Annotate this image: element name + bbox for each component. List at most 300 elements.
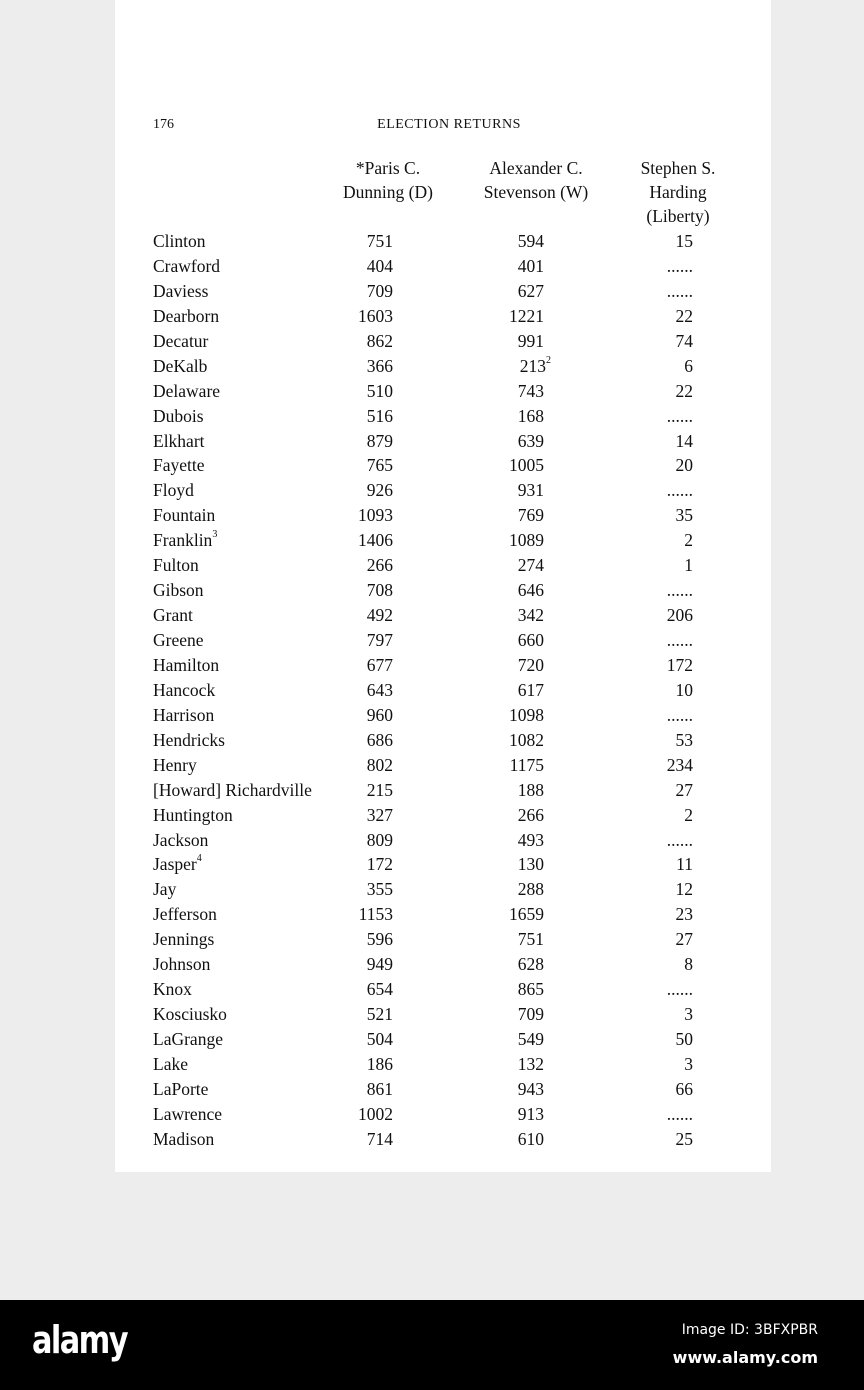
county-name	[153, 429, 205, 454]
stevenson-votes-text: 549	[517, 1029, 544, 1049]
dunning-votes-text: 861	[366, 1078, 393, 1099]
county-name	[153, 1102, 222, 1127]
table-row	[0, 977, 864, 1002]
dunning-votes	[367, 852, 393, 877]
stevenson-votes	[518, 254, 544, 279]
dunning-votes	[367, 603, 393, 628]
stevenson-votes-text: 709	[517, 1004, 544, 1025]
stevenson-votes	[518, 653, 544, 678]
harding-votes	[676, 304, 694, 329]
footnote-marker: 3	[212, 529, 218, 541]
county-name-text: LaGrange	[153, 1029, 223, 1049]
county-name-text: Decatur	[153, 330, 209, 351]
dunning-votes-text: 492	[366, 605, 393, 626]
stevenson-votes-text: 493	[517, 829, 544, 850]
county-name-text: Crawford	[153, 255, 221, 276]
dunning-votes	[367, 1027, 393, 1052]
county-name-text: Gibson	[153, 580, 204, 601]
stevenson-votes	[518, 803, 544, 828]
stevenson-votes-text: 913	[517, 1103, 544, 1124]
footnote-marker: 4	[196, 853, 202, 865]
county-name-text: Hamilton	[153, 654, 220, 675]
dunning-votes-text: 714	[366, 1128, 393, 1149]
table-row	[0, 453, 864, 478]
harding-votes	[667, 703, 693, 728]
header-line: Dunning (D)	[343, 182, 433, 202]
dunning-votes-text: 215	[366, 779, 393, 800]
dunning-votes	[367, 828, 393, 853]
site-url: www.alamy.com	[672, 1348, 818, 1367]
county-name	[153, 229, 206, 254]
county-name-text: Jay	[153, 879, 177, 900]
county-name	[153, 254, 220, 279]
table-row	[0, 753, 864, 778]
harding-votes	[676, 453, 694, 478]
stevenson-votes	[518, 1052, 544, 1077]
dunning-votes-text: 327	[366, 804, 393, 825]
table-row	[0, 1052, 864, 1077]
harding-votes-text: 22	[675, 380, 693, 401]
harding-votes	[676, 1127, 694, 1152]
county-name	[153, 528, 217, 553]
stevenson-votes-text: 751	[517, 929, 544, 950]
dunning-votes-text: 355	[366, 879, 393, 900]
harding-votes-text: ......	[666, 1103, 693, 1124]
dunning-votes-text: 809	[366, 829, 393, 850]
table-row	[0, 1027, 864, 1052]
dunning-votes-text: 708	[366, 580, 393, 601]
harding-votes-text: 23	[675, 904, 693, 925]
county-name	[153, 453, 205, 478]
stevenson-votes-text: 617	[517, 679, 544, 700]
harding-votes	[676, 379, 694, 404]
county-name-text: Franklin	[153, 530, 213, 551]
dunning-votes-text: 521	[366, 1004, 393, 1025]
harding-votes	[667, 828, 693, 853]
harding-votes	[684, 803, 693, 828]
county-name-text: Elkhart	[153, 430, 205, 451]
dunning-votes	[367, 404, 393, 429]
harding-votes-text: 10	[675, 679, 693, 700]
stevenson-votes-text: 213	[519, 355, 546, 376]
county-name	[153, 803, 233, 828]
dunning-votes-text: 172	[366, 854, 393, 875]
dunning-votes	[358, 503, 393, 528]
harding-votes-text: ......	[666, 704, 693, 725]
table-row	[0, 803, 864, 828]
table-row	[0, 254, 864, 279]
dunning-votes-text: 765	[366, 455, 393, 476]
harding-votes-text: 74	[675, 330, 693, 351]
harding-votes	[676, 877, 694, 902]
harding-votes	[676, 429, 694, 454]
county-name-text: Harrison	[153, 704, 215, 725]
harding-votes-text: 2	[684, 530, 693, 551]
county-name	[153, 503, 215, 528]
table-row	[0, 678, 864, 703]
dunning-votes-text: 366	[366, 355, 393, 376]
county-name-text: DeKalb	[153, 355, 208, 376]
table-row	[0, 578, 864, 603]
stevenson-votes	[509, 304, 544, 329]
dunning-votes-text: 186	[366, 1053, 393, 1074]
county-name-text: Fayette	[153, 455, 205, 476]
dunning-votes	[367, 329, 393, 354]
county-name	[153, 653, 219, 678]
harding-votes-text: ......	[666, 580, 693, 601]
dunning-votes	[367, 478, 393, 503]
dunning-votes	[367, 578, 393, 603]
harding-votes	[676, 1027, 694, 1052]
dunning-votes-text: 510	[366, 380, 393, 401]
county-name-text: Fulton	[153, 555, 199, 576]
dunning-votes	[367, 1127, 393, 1152]
county-name	[153, 952, 210, 977]
stevenson-votes-text: 610	[517, 1128, 544, 1149]
dunning-votes-text: 1406	[358, 530, 393, 551]
dunning-votes-text: 643	[366, 679, 393, 700]
harding-votes	[667, 653, 693, 678]
stevenson-votes	[510, 753, 544, 778]
stevenson-votes-text: 130	[517, 854, 544, 875]
harding-votes	[667, 1102, 693, 1127]
stevenson-votes-text: 865	[517, 979, 544, 1000]
harding-votes-text: 25	[675, 1128, 693, 1149]
dunning-votes-text: 677	[366, 654, 393, 675]
harding-votes	[667, 628, 693, 653]
county-name	[153, 478, 194, 503]
page-number: 176	[153, 117, 174, 132]
county-name-text: Floyd	[153, 480, 194, 501]
county-name	[153, 553, 199, 578]
dunning-votes-text: 709	[366, 280, 393, 301]
table-row	[0, 653, 864, 678]
header-line: Alexander C.	[489, 158, 583, 178]
harding-votes-text: ......	[666, 405, 693, 426]
harding-votes	[676, 678, 694, 703]
stevenson-votes	[518, 1077, 544, 1102]
harding-votes	[684, 354, 693, 379]
harding-votes	[676, 329, 694, 354]
county-name-text: Fountain	[153, 505, 216, 526]
table-row	[0, 304, 864, 329]
stevenson-votes-text: 769	[517, 505, 544, 526]
table-row	[0, 1077, 864, 1102]
county-name	[153, 703, 214, 728]
county-name	[153, 927, 214, 952]
county-name	[153, 678, 215, 703]
harding-votes-text: 3	[684, 1053, 693, 1074]
county-name-text: LaPorte	[153, 1078, 209, 1099]
dunning-votes-text: 516	[366, 405, 393, 426]
dunning-votes	[358, 1102, 393, 1127]
table-row	[0, 728, 864, 753]
harding-votes	[684, 1052, 693, 1077]
dunning-votes-text: 654	[366, 979, 393, 1000]
stevenson-votes	[518, 379, 544, 404]
county-name	[153, 1077, 208, 1102]
stevenson-votes-text: 628	[517, 954, 544, 975]
header-line: (Liberty)	[646, 206, 710, 226]
harding-votes	[676, 503, 694, 528]
dunning-votes	[367, 1077, 393, 1102]
stevenson-votes-text: 401	[517, 255, 544, 276]
table-row	[0, 528, 864, 553]
county-name	[153, 877, 176, 902]
stevenson-votes	[518, 828, 544, 853]
stevenson-votes	[509, 902, 544, 927]
county-name-text: Hendricks	[153, 729, 225, 750]
dunning-votes-text: 404	[366, 255, 393, 276]
harding-votes-text: 27	[675, 779, 693, 800]
stevenson-votes	[518, 852, 544, 877]
dunning-votes	[367, 927, 393, 952]
dunning-votes	[367, 1002, 393, 1027]
stevenson-votes	[518, 952, 544, 977]
dunning-votes	[367, 778, 393, 803]
stevenson-votes	[518, 628, 544, 653]
harding-votes	[684, 553, 693, 578]
stevenson-votes	[518, 678, 544, 703]
returns-table	[0, 229, 864, 1152]
stevenson-votes	[518, 429, 544, 454]
county-name-text: Clinton	[153, 231, 206, 251]
county-name-text: Jefferson	[153, 904, 217, 925]
table-row	[0, 279, 864, 304]
dunning-votes	[367, 254, 393, 279]
dunning-votes	[358, 304, 393, 329]
county-name	[153, 279, 208, 304]
harding-votes-text: 206	[666, 605, 693, 626]
harding-votes-text: 66	[675, 1078, 693, 1099]
stevenson-votes-text: 266	[517, 804, 544, 825]
harding-votes-text: ......	[666, 255, 693, 276]
harding-votes	[676, 927, 694, 952]
table-row	[0, 852, 864, 877]
stevenson-votes-text: 188	[517, 779, 544, 800]
stevenson-votes	[518, 778, 544, 803]
stevenson-votes-text: 1175	[509, 754, 544, 775]
dunning-votes	[367, 877, 393, 902]
image-id: Image ID: 3BFXPBR	[681, 1322, 818, 1338]
harding-votes	[684, 952, 693, 977]
stevenson-votes-text: 594	[517, 231, 544, 251]
harding-votes-text: 14	[675, 430, 693, 451]
dunning-votes-text: 751	[366, 231, 393, 251]
stevenson-votes	[509, 453, 544, 478]
stevenson-votes	[518, 578, 544, 603]
stevenson-votes-text: 288	[517, 879, 544, 900]
stevenson-votes	[518, 877, 544, 902]
stevenson-votes	[518, 1002, 544, 1027]
county-name-text: Knox	[153, 979, 192, 1000]
dunning-votes-text: 1153	[358, 904, 393, 925]
dunning-votes-text: 797	[366, 630, 393, 650]
dunning-votes	[367, 453, 393, 478]
harding-votes	[667, 603, 693, 628]
stevenson-votes-text: 342	[517, 605, 544, 626]
column-header-dunning	[318, 156, 458, 204]
county-name	[153, 902, 217, 927]
harding-votes	[676, 1077, 694, 1102]
harding-votes	[667, 404, 693, 429]
stevenson-votes-text: 1221	[509, 305, 544, 326]
county-name	[153, 852, 202, 877]
harding-votes	[684, 528, 693, 553]
page-title: ELECTION RETURNS	[377, 117, 521, 132]
county-name-text: Greene	[153, 630, 204, 650]
dunning-votes	[367, 229, 393, 254]
stevenson-votes	[518, 404, 544, 429]
county-name-text: Dearborn	[153, 305, 220, 326]
dunning-votes	[367, 354, 393, 379]
header-line: Stevenson (W)	[483, 182, 589, 202]
footnote-marker: 2	[546, 354, 551, 366]
stevenson-votes	[518, 1027, 544, 1052]
harding-votes-text: 6	[684, 355, 693, 376]
dunning-votes-text: 266	[366, 555, 393, 576]
county-name-text: Jasper	[153, 854, 197, 875]
table-row	[0, 778, 864, 803]
harding-votes	[667, 279, 693, 304]
stevenson-votes-text: 660	[517, 630, 544, 650]
stevenson-votes-text: 274	[517, 555, 544, 576]
county-name	[153, 1027, 223, 1052]
table-row	[0, 1127, 864, 1152]
county-name-text: Jennings	[153, 929, 215, 950]
harding-votes	[676, 852, 693, 877]
stevenson-votes	[520, 354, 551, 379]
stevenson-votes-text: 931	[517, 480, 544, 501]
county-name-text: Kosciusko	[153, 1004, 227, 1025]
stevenson-votes-text: 943	[517, 1078, 544, 1099]
dunning-votes-text: 960	[366, 704, 393, 725]
table-row	[0, 503, 864, 528]
stevenson-votes	[518, 927, 544, 952]
dunning-votes	[367, 1052, 393, 1077]
harding-votes-text: ......	[666, 630, 693, 650]
column-header-harding	[620, 156, 736, 228]
harding-votes-text: 50	[675, 1029, 693, 1049]
harding-votes	[676, 229, 694, 254]
stevenson-votes	[518, 478, 544, 503]
dunning-votes	[367, 678, 393, 703]
county-name	[153, 1002, 227, 1027]
harding-votes	[684, 1002, 693, 1027]
stevenson-votes-text: 168	[517, 405, 544, 426]
stevenson-votes	[509, 528, 544, 553]
table-row	[0, 429, 864, 454]
table-row	[0, 828, 864, 853]
county-name	[153, 628, 204, 653]
table-row	[0, 1102, 864, 1127]
table-row	[0, 603, 864, 628]
county-name-text: [Howard] Richardville	[153, 779, 312, 800]
county-name	[153, 578, 204, 603]
stevenson-votes-text: 627	[517, 280, 544, 301]
column-header-stevenson	[462, 156, 610, 204]
table-row	[0, 553, 864, 578]
stevenson-votes	[518, 553, 544, 578]
county-name	[153, 828, 208, 853]
stevenson-votes	[518, 229, 544, 254]
dunning-votes	[367, 429, 393, 454]
dunning-votes-text: 949	[366, 954, 393, 975]
harding-votes-text: 53	[675, 729, 693, 750]
header-line: Harding	[649, 182, 707, 202]
stevenson-votes	[518, 1127, 544, 1152]
table-row	[0, 379, 864, 404]
stevenson-votes	[509, 703, 544, 728]
dunning-votes	[358, 528, 393, 553]
table-row	[0, 877, 864, 902]
dunning-votes	[367, 653, 393, 678]
stevenson-votes-text: 1659	[509, 904, 544, 925]
county-name-text: Hancock	[153, 679, 216, 700]
harding-votes-text: ......	[666, 829, 693, 850]
harding-votes	[667, 977, 693, 1002]
stevenson-votes-text: 991	[517, 330, 544, 351]
county-name	[153, 728, 225, 753]
county-name-text: Grant	[153, 605, 193, 626]
county-name-text: Delaware	[153, 380, 221, 401]
table-row	[0, 628, 864, 653]
dunning-votes-text: 504	[366, 1029, 393, 1049]
county-name	[153, 354, 207, 379]
county-name	[153, 753, 197, 778]
harding-votes-text: 12	[675, 879, 693, 900]
stevenson-votes	[518, 977, 544, 1002]
dunning-votes	[367, 952, 393, 977]
harding-votes	[676, 902, 694, 927]
dunning-votes-text: 1002	[358, 1103, 393, 1124]
dunning-votes-text: 802	[366, 754, 393, 775]
county-name-text: Lawrence	[153, 1103, 222, 1124]
table-row	[0, 329, 864, 354]
harding-votes-text: 1	[684, 555, 693, 576]
stevenson-votes-text: 1005	[509, 455, 544, 476]
dunning-votes	[367, 977, 393, 1002]
stevenson-votes-text: 720	[517, 654, 544, 675]
harding-votes-text: ......	[666, 979, 693, 1000]
table-row	[0, 229, 864, 254]
dunning-votes-text: 686	[366, 729, 393, 750]
harding-votes-text: 20	[675, 455, 693, 476]
harding-votes-text: 234	[666, 754, 693, 775]
harding-votes-text: ......	[666, 280, 693, 301]
harding-votes	[667, 753, 693, 778]
watermark-bar	[0, 1300, 864, 1390]
stevenson-votes	[518, 503, 544, 528]
table-row	[0, 478, 864, 503]
harding-votes-text: 22	[675, 305, 693, 326]
stevenson-votes	[518, 603, 544, 628]
county-name	[153, 379, 220, 404]
dunning-votes	[367, 379, 393, 404]
dunning-votes-text: 926	[366, 480, 393, 501]
dunning-votes-text: 862	[366, 330, 393, 351]
county-name	[153, 304, 219, 329]
alamy-logo: alamy	[32, 1318, 127, 1362]
harding-votes-text: 3	[684, 1004, 693, 1025]
dunning-votes	[367, 728, 393, 753]
dunning-votes	[367, 553, 393, 578]
dunning-votes	[359, 902, 393, 927]
table-row	[0, 703, 864, 728]
county-name	[153, 1052, 188, 1077]
county-name-text: Lake	[153, 1053, 188, 1074]
dunning-votes	[367, 628, 393, 653]
